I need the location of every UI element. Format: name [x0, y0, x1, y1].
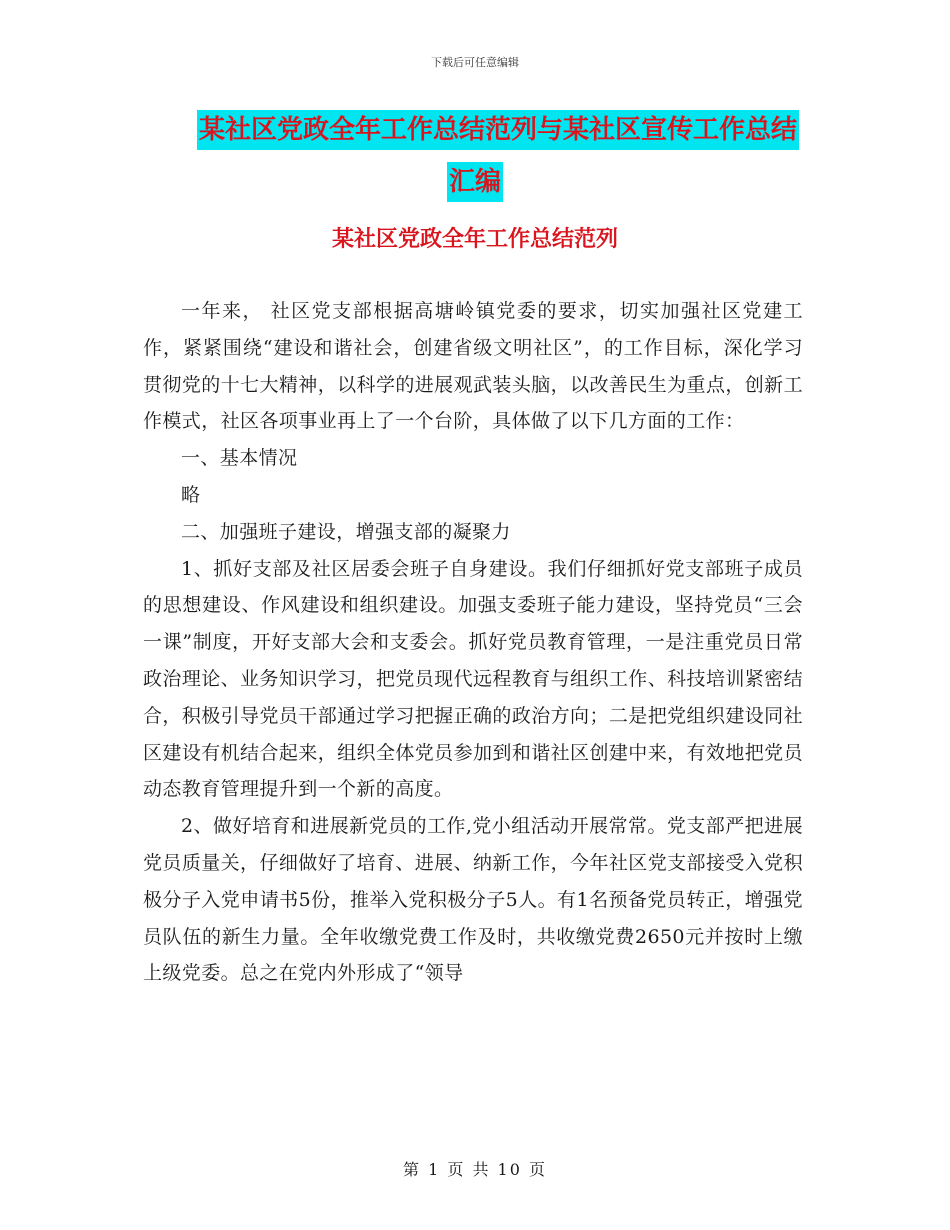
document-title — [0, 110, 950, 202]
paragraph-intro: 一年来， 社区党支部根据高塘岭镇党委的要求，切实加强社区党建工作，紧紧围绕“建设和谐社会，创建省级文明社区”，的工作目标，深化学习贯彻党的十七大精神，以科学的进展观武装头脑，以改善民生为重点，创新工作模式，社区各项事业再上了一个台阶，具体做了以下几方面的工作： — [143, 300, 803, 433]
paragraph-item-2: 2、做好培育和进展新党员的工作,党小组活动开展常常。党支部严把进展党员质量关，仔细做好了培育、进展、纳新工作，今年社区党支部接受入党积极分子入党申请书5份，推举入党积极分子5人。有1名预备党员转正，增强党员队伍的新生力量。全年收缴党费工作及时，共收缴党费2650元并按时上缴上级党委。总之在党内外形成了“领导 — [143, 815, 803, 985]
page-footer: 第 1 页 共 10 页 — [403, 1160, 547, 1179]
header-note: 下载后可任意编辑 — [431, 56, 519, 69]
heading-basic-situation: 一、基本情况 — [181, 447, 298, 470]
document-body — [143, 293, 803, 992]
paragraph-omitted: 略 — [181, 483, 201, 506]
paragraph-item-1: 1、抓好支部及社区居委会班子自身建设。我们仔细抓好党支部班子成员的思想建设、作风建设和组织建设。加强支委班子能力建设，坚持党员“三会一课”制度，开好支部大会和支委会。抓好党员教育管理，一是注重党员日常政治理论、业务知识学习，把党员现代远程教育与组织工作、科技培训紧密结合，积极引导党员干部通过学习把握正确的政治方向；二是把党组织建设同社区建设有机结合起来，组织全体党员参加到和谐社区创建中来，有效地把党员动态教育管理提升到一个新的高度。 — [143, 557, 803, 801]
section-subtitle: 某社区党政全年工作总结范列 — [331, 227, 618, 252]
title-line-1: 某社区党政全年工作总结范列与某社区宣传工作总结 — [197, 110, 799, 150]
heading-team-building: 二、加强班子建设，增强支部的凝聚力 — [181, 520, 511, 543]
title-line-2: 汇编 — [447, 162, 503, 202]
